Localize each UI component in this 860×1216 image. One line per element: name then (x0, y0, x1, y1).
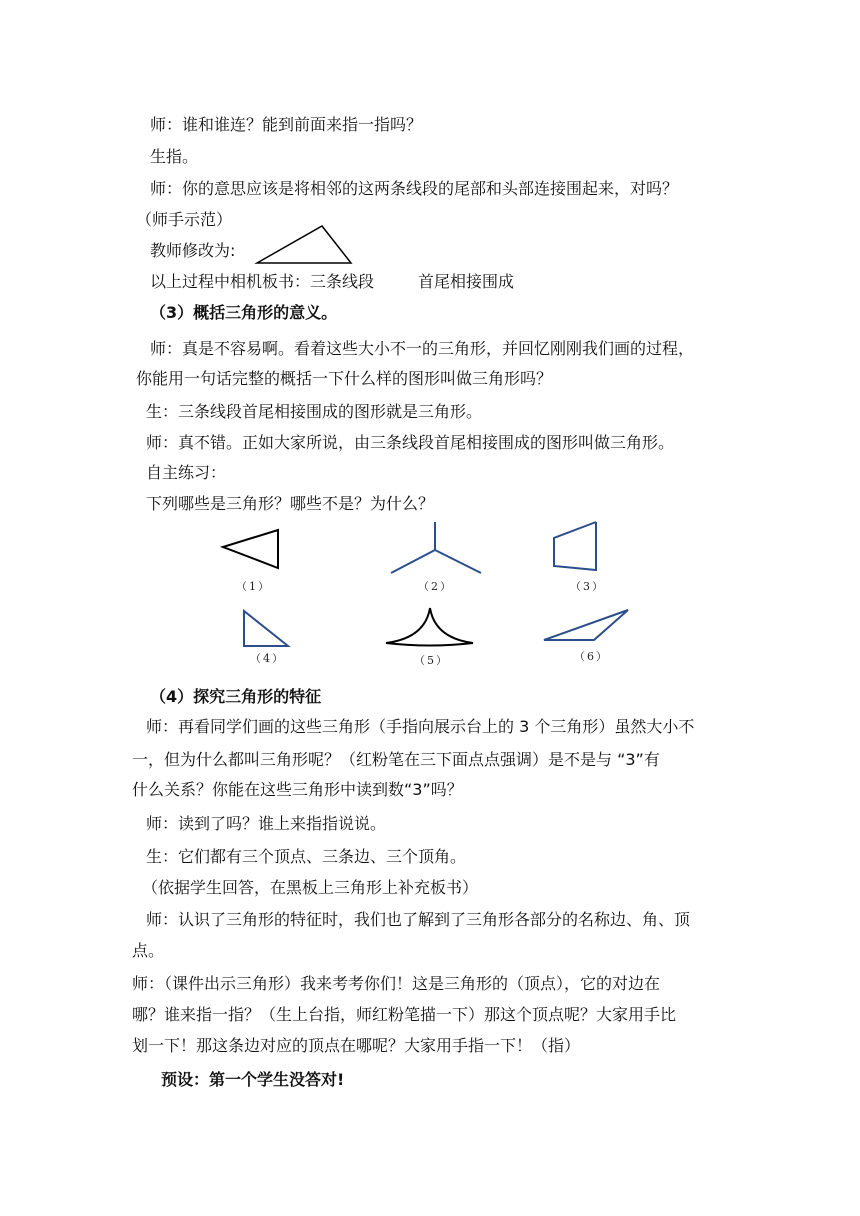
figure-5-caption: （5） (414, 654, 449, 667)
figure-3-open-quadrilateral (548, 518, 604, 576)
line-5: 教师修改为: (150, 241, 236, 260)
figure-3-caption: （3） (570, 580, 605, 593)
line-13: 自主练习： (146, 463, 227, 482)
line-11: 生：三条线段首尾相接围成的图形就是三角形。 (146, 402, 483, 421)
line-10: 你能用一句话完整的概括一下什么样的图形叫做三角形吗？ (136, 369, 553, 388)
line-6: 以上过程中相机板书：三条线段 (150, 272, 375, 291)
line-3: 师：你的意思应该是将相邻的这两条线段的尾部和头部连接围起来，对吗？ (150, 179, 679, 198)
line-9: 师：真是不容易啊。看着这些大小不一的三角形，并回忆刚刚我们画的过程， (150, 339, 695, 358)
line-18: 什么关系？你能在这些三角形中读到数“3”吗？ (132, 780, 463, 799)
line-22: 师：认识了三角形的特征时，我们也了解到了三角形各部分的名称边、角、顶 (146, 910, 691, 929)
figure-6-caption: （6） (574, 650, 609, 663)
section-3-heading: （3）概括三角形的意义。 (150, 303, 338, 322)
line-12: 师：真不错。正如大家所说，由三条线段首尾相接围成的图形叫做三角形。 (146, 433, 675, 452)
line-19: 师：读到了吗？谁上来指指说说。 (146, 814, 387, 833)
modified-triangle-figure (254, 222, 354, 268)
figure-1-caption: （1） (236, 580, 271, 593)
line-24: 师：（课件出示三角形）我来考考你们！这是三角形的（顶点），它的对边在 (132, 974, 661, 993)
preset-note: 预设：第一个学生没答对! (161, 1070, 345, 1089)
line-4: （师手示范） (136, 210, 233, 229)
line-7: 首尾相接围成 (418, 272, 515, 291)
line-16: 师：再看同学们画的这些三角形（手指向展示台上的 3 个三角形）虽然大小不 (146, 717, 695, 736)
line-2: 生指。 (150, 147, 199, 166)
line-26: 划一下！那这条边对应的顶点在哪呢？大家用手指一下！（指） (132, 1036, 581, 1055)
line-14: 下列哪些是三角形？哪些不是？为什么？ (146, 494, 435, 513)
figure-5-curved-triangle (380, 603, 480, 649)
section-4-heading: （4）探究三角形的特征 (150, 687, 322, 706)
figure-2-three-segments (386, 520, 486, 580)
line-23: 点。 (132, 941, 165, 960)
figure-6-obtuse-triangle (540, 606, 636, 646)
line-17: 一，但为什么都叫三角形呢？（红粉笔在三下面点点强调）是不是与 “3”有 (132, 750, 660, 769)
figure-2-caption: （2） (418, 580, 453, 593)
line-1: 师：谁和谁连？能到前面来指一指吗？ (150, 115, 423, 134)
figure-4-caption: （4） (250, 652, 285, 665)
figure-1-triangle (218, 527, 288, 575)
line-25: 哪？谁来指一指？（生上台指，师红粉笔描一下）那这个顶点呢？大家用手比 (132, 1005, 677, 1024)
figure-4-right-triangle (238, 608, 298, 652)
line-21: （依据学生回答，在黑板上三角形上补充板书） (142, 878, 479, 897)
line-20: 生：它们都有三个顶点、三条边、三个顶角。 (146, 847, 467, 866)
